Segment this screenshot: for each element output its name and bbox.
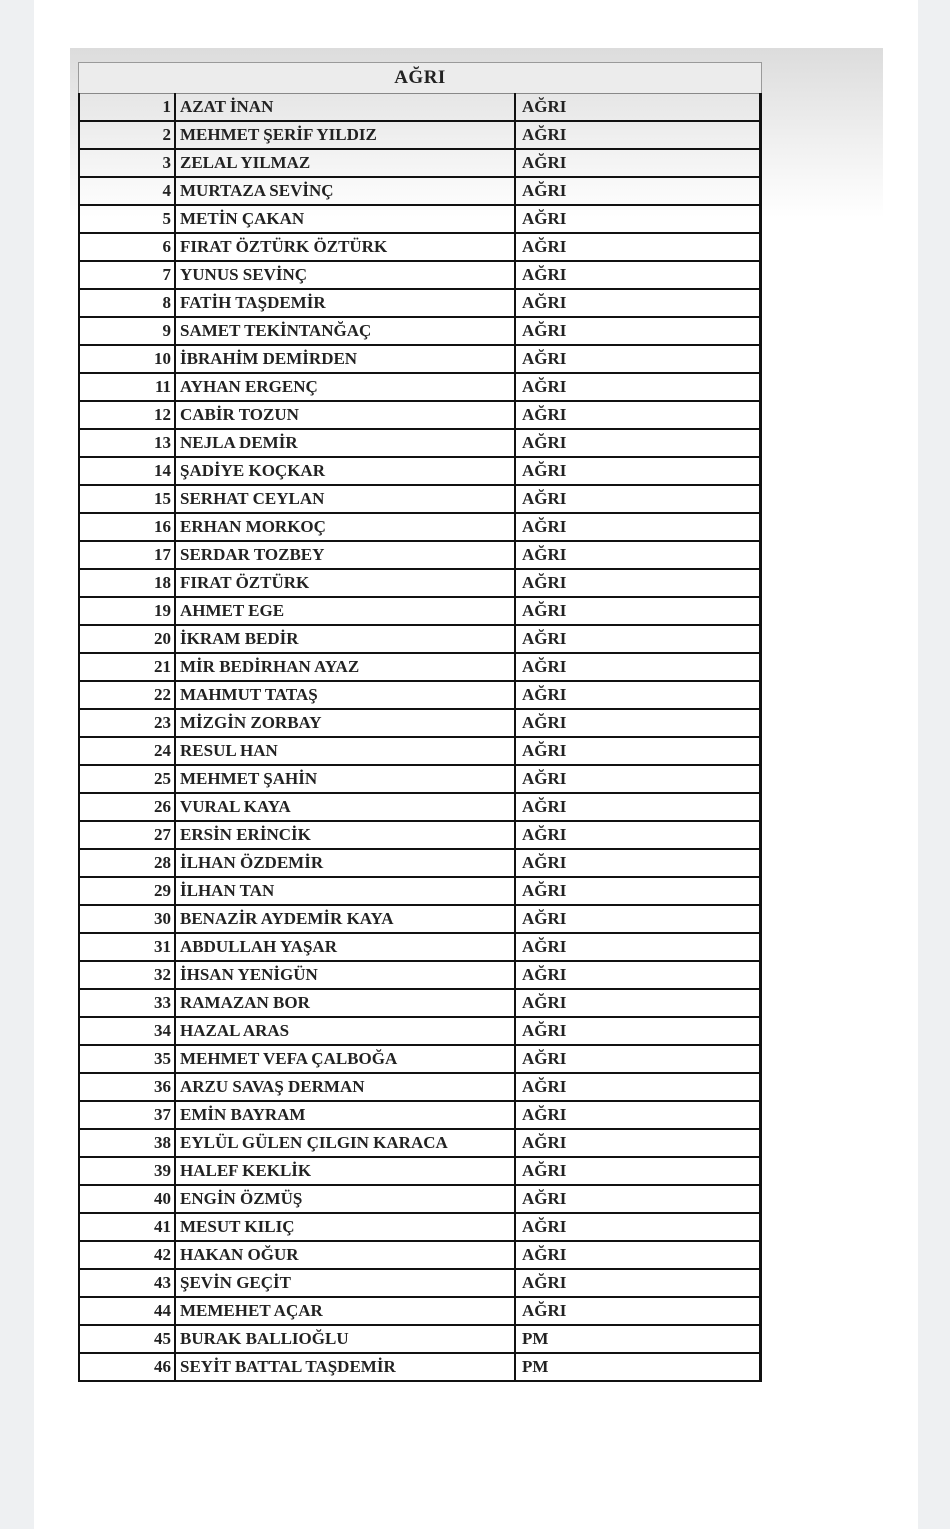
row-number: 30 — [79, 905, 175, 933]
candidate-name: SERHAT CEYLAN — [175, 485, 515, 513]
candidate-list-sheet — [78, 62, 762, 1382]
table-row — [79, 1129, 761, 1157]
candidate-city: AĞRI — [515, 233, 761, 261]
candidate-city: AĞRI — [515, 457, 761, 485]
row-number: 31 — [79, 933, 175, 961]
row-number: 44 — [79, 1297, 175, 1325]
candidate-city: AĞRI — [515, 1297, 761, 1325]
row-number: 7 — [79, 261, 175, 289]
candidate-name: MİZGİN ZORBAY — [175, 709, 515, 737]
row-number: 19 — [79, 597, 175, 625]
row-number: 27 — [79, 821, 175, 849]
candidate-city: AĞRI — [515, 1213, 761, 1241]
candidate-name: ŞADİYE KOÇKAR — [175, 457, 515, 485]
list-title: AĞRI — [78, 62, 762, 93]
candidate-name: FIRAT ÖZTÜRK ÖZTÜRK — [175, 233, 515, 261]
candidate-city: AĞRI — [515, 597, 761, 625]
candidate-city: AĞRI — [515, 653, 761, 681]
candidate-name: EYLÜL GÜLEN ÇILGIN KARACA — [175, 1129, 515, 1157]
table-row — [79, 317, 761, 345]
row-number: 35 — [79, 1045, 175, 1073]
candidate-name: MEMEHET AÇAR — [175, 1297, 515, 1325]
candidate-name: SERDAR TOZBEY — [175, 541, 515, 569]
candidate-city: AĞRI — [515, 177, 761, 205]
row-number: 32 — [79, 961, 175, 989]
table-row — [79, 1297, 761, 1325]
row-number: 4 — [79, 177, 175, 205]
candidate-table-body — [79, 94, 761, 1382]
candidate-city: AĞRI — [515, 765, 761, 793]
candidate-city: AĞRI — [515, 1129, 761, 1157]
candidate-city: AĞRI — [515, 793, 761, 821]
candidate-city: AĞRI — [515, 1073, 761, 1101]
candidate-name: RAMAZAN BOR — [175, 989, 515, 1017]
table-row — [79, 1073, 761, 1101]
candidate-city: AĞRI — [515, 933, 761, 961]
table-row — [79, 121, 761, 149]
candidate-name: HAKAN OĞUR — [175, 1241, 515, 1269]
candidate-name: İLHAN ÖZDEMİR — [175, 849, 515, 877]
row-number: 15 — [79, 485, 175, 513]
candidate-name: İKRAM BEDİR — [175, 625, 515, 653]
table-row — [79, 149, 761, 177]
row-number: 46 — [79, 1353, 175, 1381]
candidate-city: AĞRI — [515, 1157, 761, 1185]
table-row — [79, 261, 761, 289]
table-row — [79, 485, 761, 513]
row-number: 14 — [79, 457, 175, 485]
row-number: 45 — [79, 1325, 175, 1353]
candidate-city: AĞRI — [515, 94, 761, 122]
candidate-name: SEYİT BATTAL TAŞDEMİR — [175, 1353, 515, 1381]
row-number: 20 — [79, 625, 175, 653]
table-row — [79, 709, 761, 737]
table-row — [79, 1353, 761, 1381]
candidate-city: AĞRI — [515, 569, 761, 597]
row-number: 25 — [79, 765, 175, 793]
candidate-name: MEHMET VEFA ÇALBOĞA — [175, 1045, 515, 1073]
table-row — [79, 233, 761, 261]
table-row — [79, 289, 761, 317]
candidate-name: ZELAL YILMAZ — [175, 149, 515, 177]
candidate-name: AHMET EGE — [175, 597, 515, 625]
candidate-name: FATİH TAŞDEMİR — [175, 289, 515, 317]
candidate-name: HAZAL ARAS — [175, 1017, 515, 1045]
row-number: 13 — [79, 429, 175, 457]
row-number: 40 — [79, 1185, 175, 1213]
row-number: 12 — [79, 401, 175, 429]
candidate-city: AĞRI — [515, 121, 761, 149]
candidate-city: AĞRI — [515, 625, 761, 653]
candidate-name: VURAL KAYA — [175, 793, 515, 821]
candidate-city: AĞRI — [515, 961, 761, 989]
candidate-name: BURAK BALLIOĞLU — [175, 1325, 515, 1353]
candidate-city: AĞRI — [515, 681, 761, 709]
table-row — [79, 765, 761, 793]
candidate-name: BENAZİR AYDEMİR KAYA — [175, 905, 515, 933]
row-number: 24 — [79, 737, 175, 765]
candidate-city: AĞRI — [515, 429, 761, 457]
candidate-name: AYHAN ERGENÇ — [175, 373, 515, 401]
candidate-city: AĞRI — [515, 1045, 761, 1073]
candidate-city: AĞRI — [515, 485, 761, 513]
table-row — [79, 1213, 761, 1241]
table-row — [79, 457, 761, 485]
row-number: 16 — [79, 513, 175, 541]
table-row — [79, 94, 761, 122]
table-row — [79, 1241, 761, 1269]
candidate-name: RESUL HAN — [175, 737, 515, 765]
candidate-city: AĞRI — [515, 1017, 761, 1045]
row-number: 41 — [79, 1213, 175, 1241]
candidate-name: ENGİN ÖZMÜŞ — [175, 1185, 515, 1213]
row-number: 23 — [79, 709, 175, 737]
candidate-city: AĞRI — [515, 1241, 761, 1269]
table-row — [79, 541, 761, 569]
row-number: 17 — [79, 541, 175, 569]
candidate-city: AĞRI — [515, 401, 761, 429]
row-number: 21 — [79, 653, 175, 681]
row-number: 10 — [79, 345, 175, 373]
row-number: 37 — [79, 1101, 175, 1129]
candidate-name: MEHMET ŞAHİN — [175, 765, 515, 793]
row-number: 6 — [79, 233, 175, 261]
row-number: 42 — [79, 1241, 175, 1269]
row-number: 3 — [79, 149, 175, 177]
candidate-name: ŞEVİN GEÇİT — [175, 1269, 515, 1297]
candidate-name: ERHAN MORKOÇ — [175, 513, 515, 541]
row-number: 38 — [79, 1129, 175, 1157]
row-number: 9 — [79, 317, 175, 345]
table-row — [79, 737, 761, 765]
row-number: 26 — [79, 793, 175, 821]
candidate-name: CABİR TOZUN — [175, 401, 515, 429]
table-row — [79, 793, 761, 821]
table-row — [79, 933, 761, 961]
row-number: 8 — [79, 289, 175, 317]
candidate-city: AĞRI — [515, 737, 761, 765]
candidate-name: ARZU SAVAŞ DERMAN — [175, 1073, 515, 1101]
table-row — [79, 345, 761, 373]
candidate-name: YUNUS SEVİNÇ — [175, 261, 515, 289]
row-number: 36 — [79, 1073, 175, 1101]
candidate-name: FIRAT ÖZTÜRK — [175, 569, 515, 597]
candidate-table — [78, 93, 762, 1382]
row-number: 2 — [79, 121, 175, 149]
table-row — [79, 1325, 761, 1353]
row-number: 33 — [79, 989, 175, 1017]
candidate-name: HALEF KEKLİK — [175, 1157, 515, 1185]
candidate-name: İLHAN TAN — [175, 877, 515, 905]
table-row — [79, 849, 761, 877]
candidate-city: AĞRI — [515, 261, 761, 289]
candidate-city: AĞRI — [515, 877, 761, 905]
table-row — [79, 821, 761, 849]
candidate-name: MEHMET ŞERİF YILDIZ — [175, 121, 515, 149]
candidate-city: AĞRI — [515, 989, 761, 1017]
candidate-city: AĞRI — [515, 541, 761, 569]
table-row — [79, 205, 761, 233]
candidate-city: AĞRI — [515, 317, 761, 345]
row-number: 39 — [79, 1157, 175, 1185]
candidate-name: METİN ÇAKAN — [175, 205, 515, 233]
candidate-name: NEJLA DEMİR — [175, 429, 515, 457]
candidate-city: AĞRI — [515, 205, 761, 233]
table-row — [79, 1185, 761, 1213]
row-number: 11 — [79, 373, 175, 401]
candidate-name: MESUT KILIÇ — [175, 1213, 515, 1241]
candidate-city: AĞRI — [515, 905, 761, 933]
table-row — [79, 1157, 761, 1185]
candidate-city: AĞRI — [515, 709, 761, 737]
table-row — [79, 569, 761, 597]
table-row — [79, 429, 761, 457]
candidate-city: AĞRI — [515, 373, 761, 401]
row-number: 5 — [79, 205, 175, 233]
table-row — [79, 625, 761, 653]
row-number: 18 — [79, 569, 175, 597]
table-row — [79, 681, 761, 709]
candidate-city: AĞRI — [515, 149, 761, 177]
table-row — [79, 989, 761, 1017]
table-row — [79, 177, 761, 205]
row-number: 43 — [79, 1269, 175, 1297]
table-row — [79, 905, 761, 933]
candidate-city: AĞRI — [515, 345, 761, 373]
table-row — [79, 653, 761, 681]
row-number: 28 — [79, 849, 175, 877]
candidate-city: AĞRI — [515, 1185, 761, 1213]
table-row — [79, 401, 761, 429]
table-row — [79, 1101, 761, 1129]
row-number: 22 — [79, 681, 175, 709]
table-row — [79, 373, 761, 401]
row-number: 34 — [79, 1017, 175, 1045]
table-row — [79, 877, 761, 905]
table-row — [79, 961, 761, 989]
table-row — [79, 513, 761, 541]
row-number: 1 — [79, 94, 175, 122]
candidate-name: İBRAHİM DEMİRDEN — [175, 345, 515, 373]
candidate-city: AĞRI — [515, 1101, 761, 1129]
candidate-name: MİR BEDİRHAN AYAZ — [175, 653, 515, 681]
candidate-name: İHSAN YENİGÜN — [175, 961, 515, 989]
candidate-name: ERSİN ERİNCİK — [175, 821, 515, 849]
candidate-city: PM — [515, 1325, 761, 1353]
table-row — [79, 1269, 761, 1297]
candidate-city: AĞRI — [515, 821, 761, 849]
candidate-name: SAMET TEKİNTANĞAÇ — [175, 317, 515, 345]
candidate-city: AĞRI — [515, 513, 761, 541]
candidate-city: AĞRI — [515, 1269, 761, 1297]
table-row — [79, 597, 761, 625]
row-number: 29 — [79, 877, 175, 905]
table-row — [79, 1017, 761, 1045]
candidate-name: AZAT İNAN — [175, 94, 515, 122]
candidate-name: ABDULLAH YAŞAR — [175, 933, 515, 961]
candidate-city: AĞRI — [515, 289, 761, 317]
candidate-city: AĞRI — [515, 849, 761, 877]
candidate-name: MURTAZA SEVİNÇ — [175, 177, 515, 205]
candidate-name: EMİN BAYRAM — [175, 1101, 515, 1129]
table-row — [79, 1045, 761, 1073]
candidate-name: MAHMUT TATAŞ — [175, 681, 515, 709]
candidate-city: PM — [515, 1353, 761, 1381]
